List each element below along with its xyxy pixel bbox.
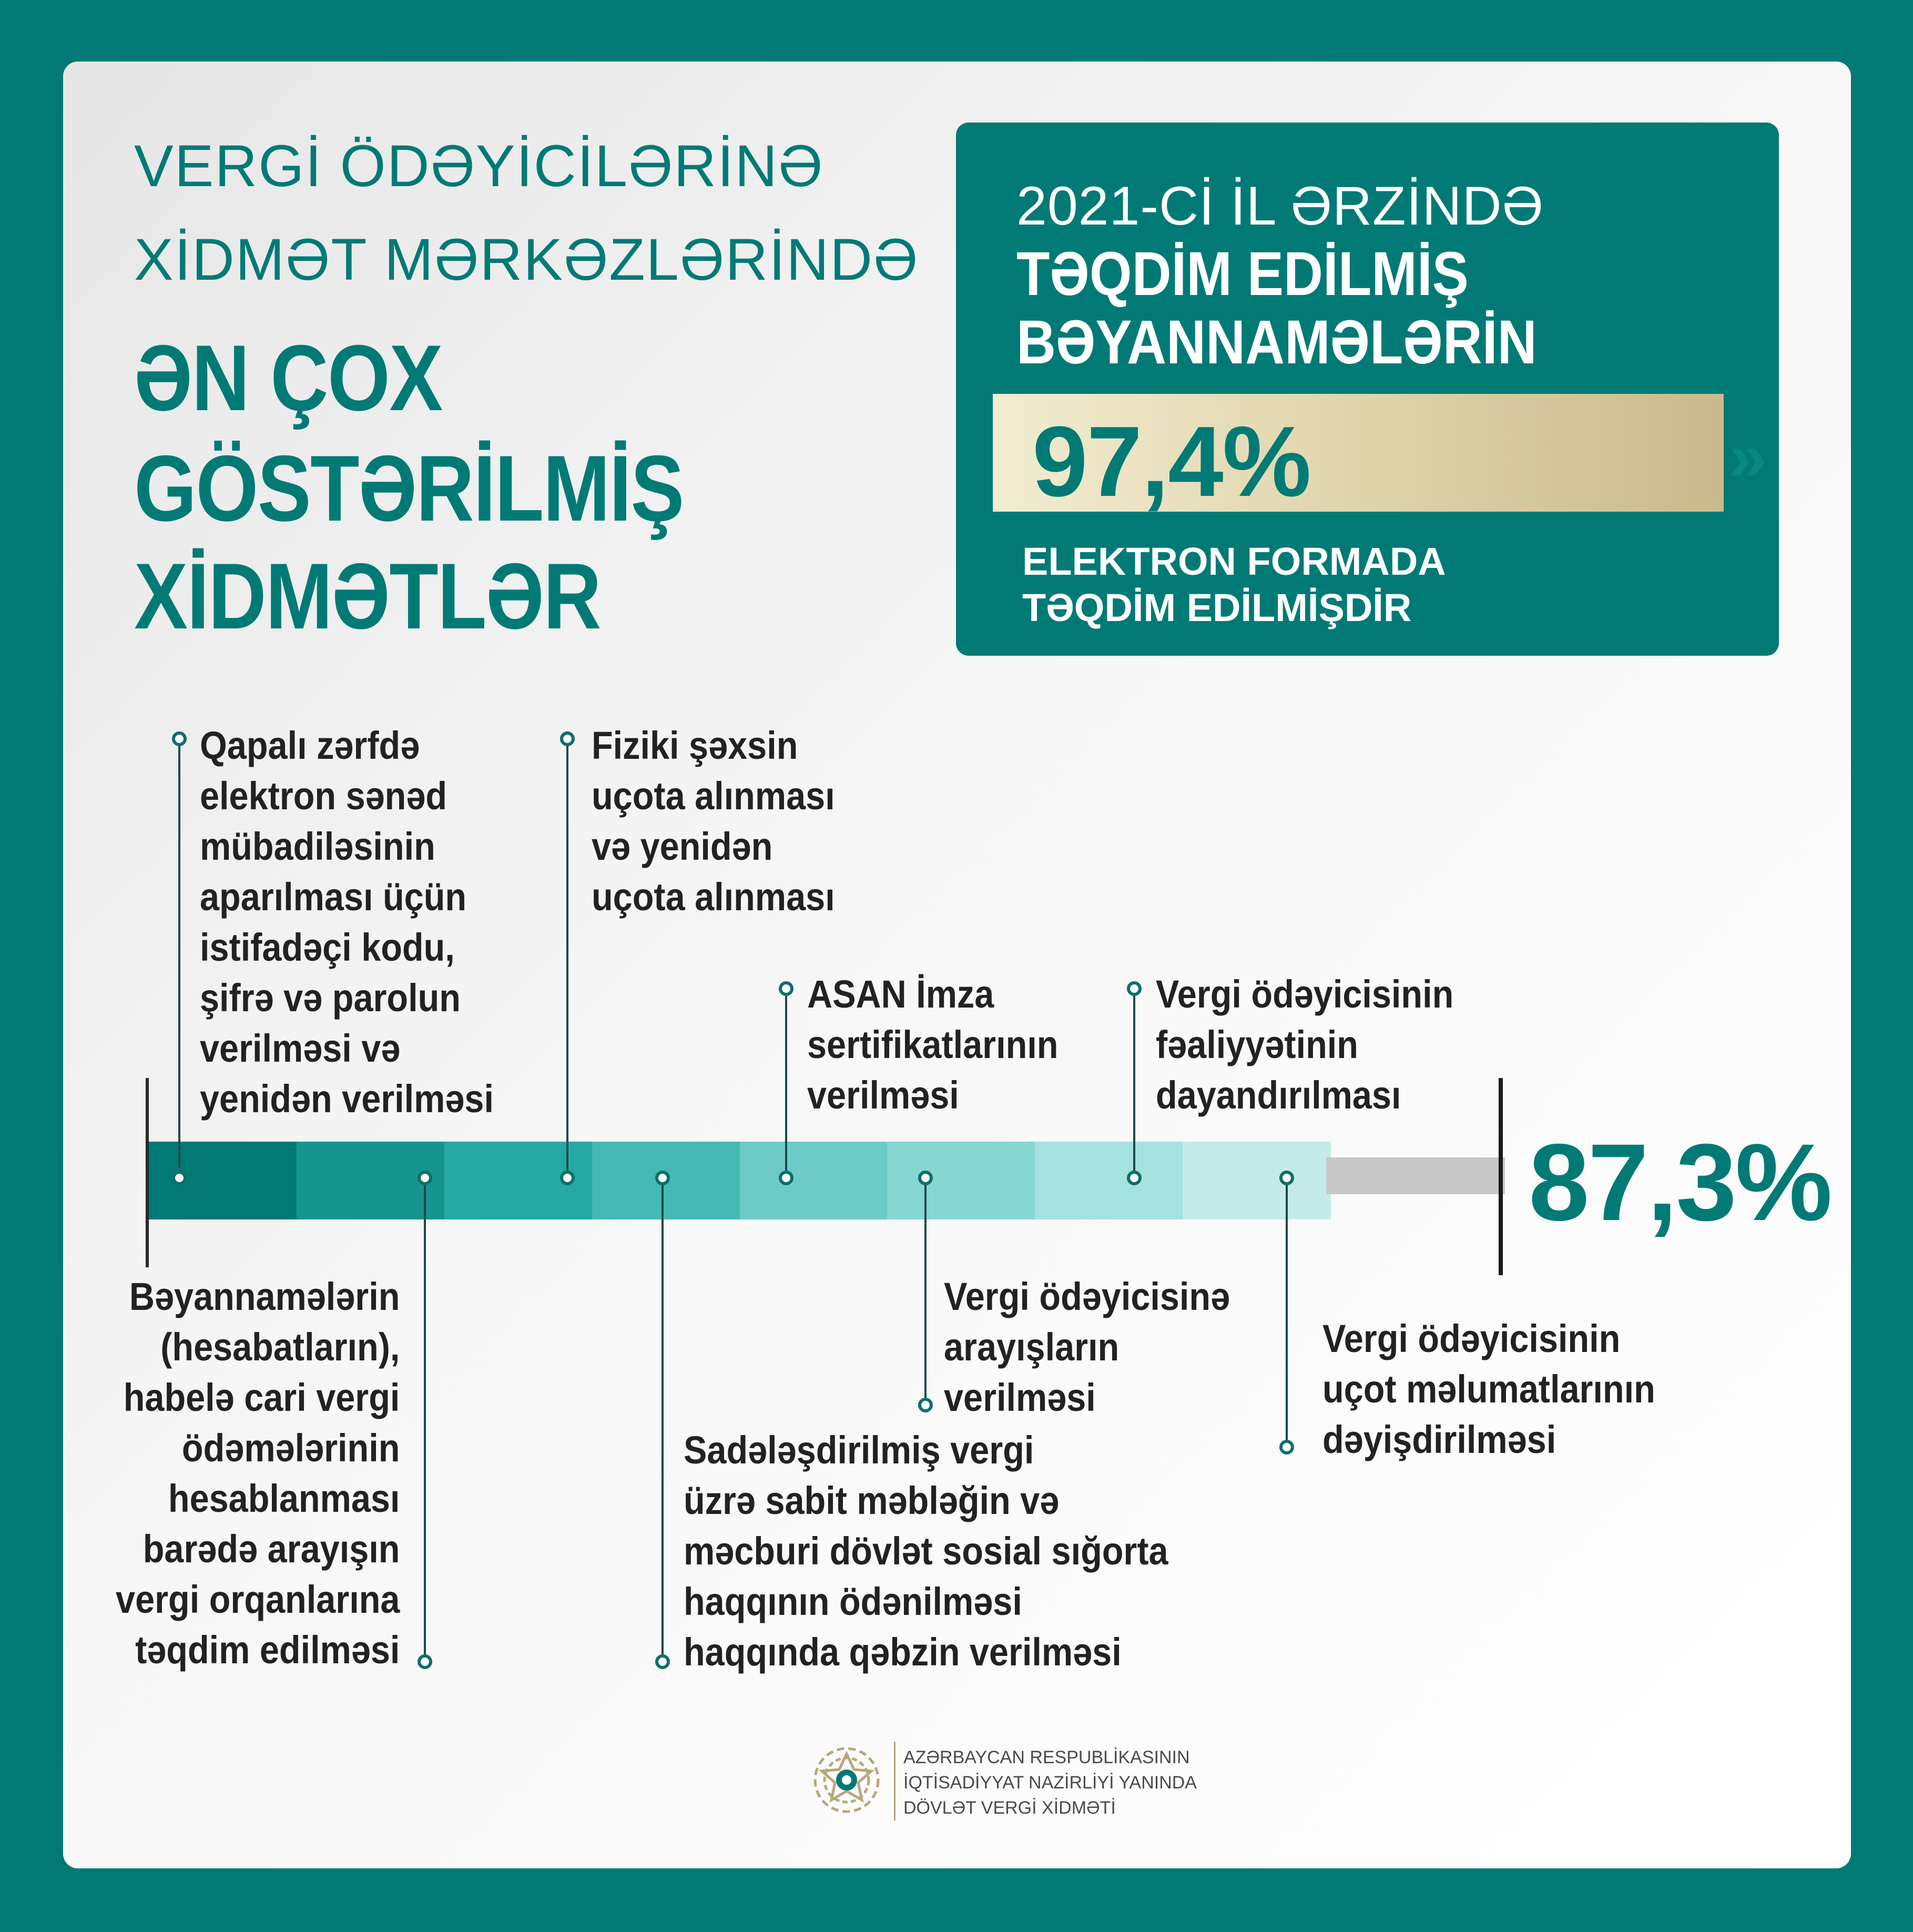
bar-marker [172,1171,187,1185]
bar-remainder [1326,1157,1505,1194]
label-marker [418,1654,432,1669]
bar-segment [887,1142,1035,1219]
service-label-top-3: ASAN İmza sertifikatlarının verilməsi [807,972,1059,1117]
bar-marker [779,1171,793,1185]
label-marker [918,1398,933,1412]
title-bold-line-3: XİDMƏTLƏR [134,544,601,648]
stat-heading-1: TƏQDİM EDİLMİŞ [1016,239,1469,309]
bar-segment [149,1142,297,1219]
bar-segment [1183,1142,1331,1219]
percent-banner [993,394,1724,517]
bar-segment [1035,1142,1183,1219]
bar-end-cap [1499,1078,1503,1275]
label-marker [1279,1440,1294,1455]
connector-line [924,1177,927,1404]
bar-marker [560,1171,575,1185]
bar-marker [918,1171,933,1185]
electronic-percent: 97,4% [1032,406,1310,517]
label-marker [655,1654,670,1669]
title-bold-line-1: ƏN ÇOX [134,326,442,430]
label-marker [779,981,793,996]
stat-period: 2021-Cİ İL ƏRZİNDƏ [1016,176,1544,237]
connector-line [785,990,787,1177]
connector-line [178,741,180,1167]
service-label-top-4: Vergi ödəyicisinin fəaliyyətinin dayandırılması [1156,972,1454,1117]
bar-marker [418,1171,432,1185]
state-emblem-icon [807,1741,886,1819]
bar-marker [655,1171,670,1185]
title-line-2: XİDMƏT MƏRKƏZLƏRİNDƏ [134,227,919,292]
stat-caption-1: ELEKTRON FORMADA [1022,540,1446,583]
connector-line [1133,990,1135,1177]
bar-marker [1127,1171,1142,1185]
stat-caption-2: TƏQDİM EDİLMİŞDİR [1022,586,1412,629]
connector-line [662,1177,664,1662]
total-percent: 87,3% [1529,1122,1831,1244]
service-label-bottom-3: Vergi ödəyicisinə arayışların verilməsi [944,1275,1230,1419]
stat-box [956,123,1779,656]
label-marker [1127,981,1142,996]
title-line-1: VERGİ ÖDƏYİCİLƏRİNƏ [134,133,824,199]
connector-line [1286,1177,1288,1445]
stat-heading-2: BƏYANNAMƏLƏRİN [1016,308,1537,377]
label-marker [560,731,575,746]
label-marker [172,731,187,746]
service-label-bottom-1: Bəyannamələrin (hesabatların), habelə cari vergi ödəmələrinin hesablanması barədə arayışın vergi orqanlarına təqdim edilməsi [115,1275,400,1672]
service-label-top-1: Qapalı zərfdə elektron sənəd mübadiləsinin aparılması üçün istifadəçi kodu, şifrə və parolun verilməsi və yenidən verilməsi [200,724,494,1121]
footer-organization: AZƏRBAYCAN RESPUBLİKASININ İQTİSADİYYAT NAZİRLİYİ YANINDA DÖVLƏT VERGİ XİDMƏTİ [903,1747,1197,1818]
service-label-bottom-4: Vergi ödəyicisinin uçot məlumatlarının dəyişdirilməsi [1322,1317,1655,1461]
connector-line [566,741,568,1177]
chevron-right-icon: » [1729,418,1767,495]
footer-divider [894,1742,896,1821]
service-label-top-2: Fiziki şəxsin uçota alınması və yenidən uçota alınması [592,724,835,919]
bar-segment [740,1142,888,1219]
service-label-bottom-2: Sadələşdirilmiş vergi üzrə sabit məbləğin və məcburi dövlət sosial sığorta haqqının ödənilməsi haqqında qəbzin verilməsi [684,1428,1168,1674]
connector-line [424,1177,426,1662]
title-bold-line-2: GÖSTƏRİLMİŞ [134,436,684,541]
bar-marker [1279,1171,1294,1185]
